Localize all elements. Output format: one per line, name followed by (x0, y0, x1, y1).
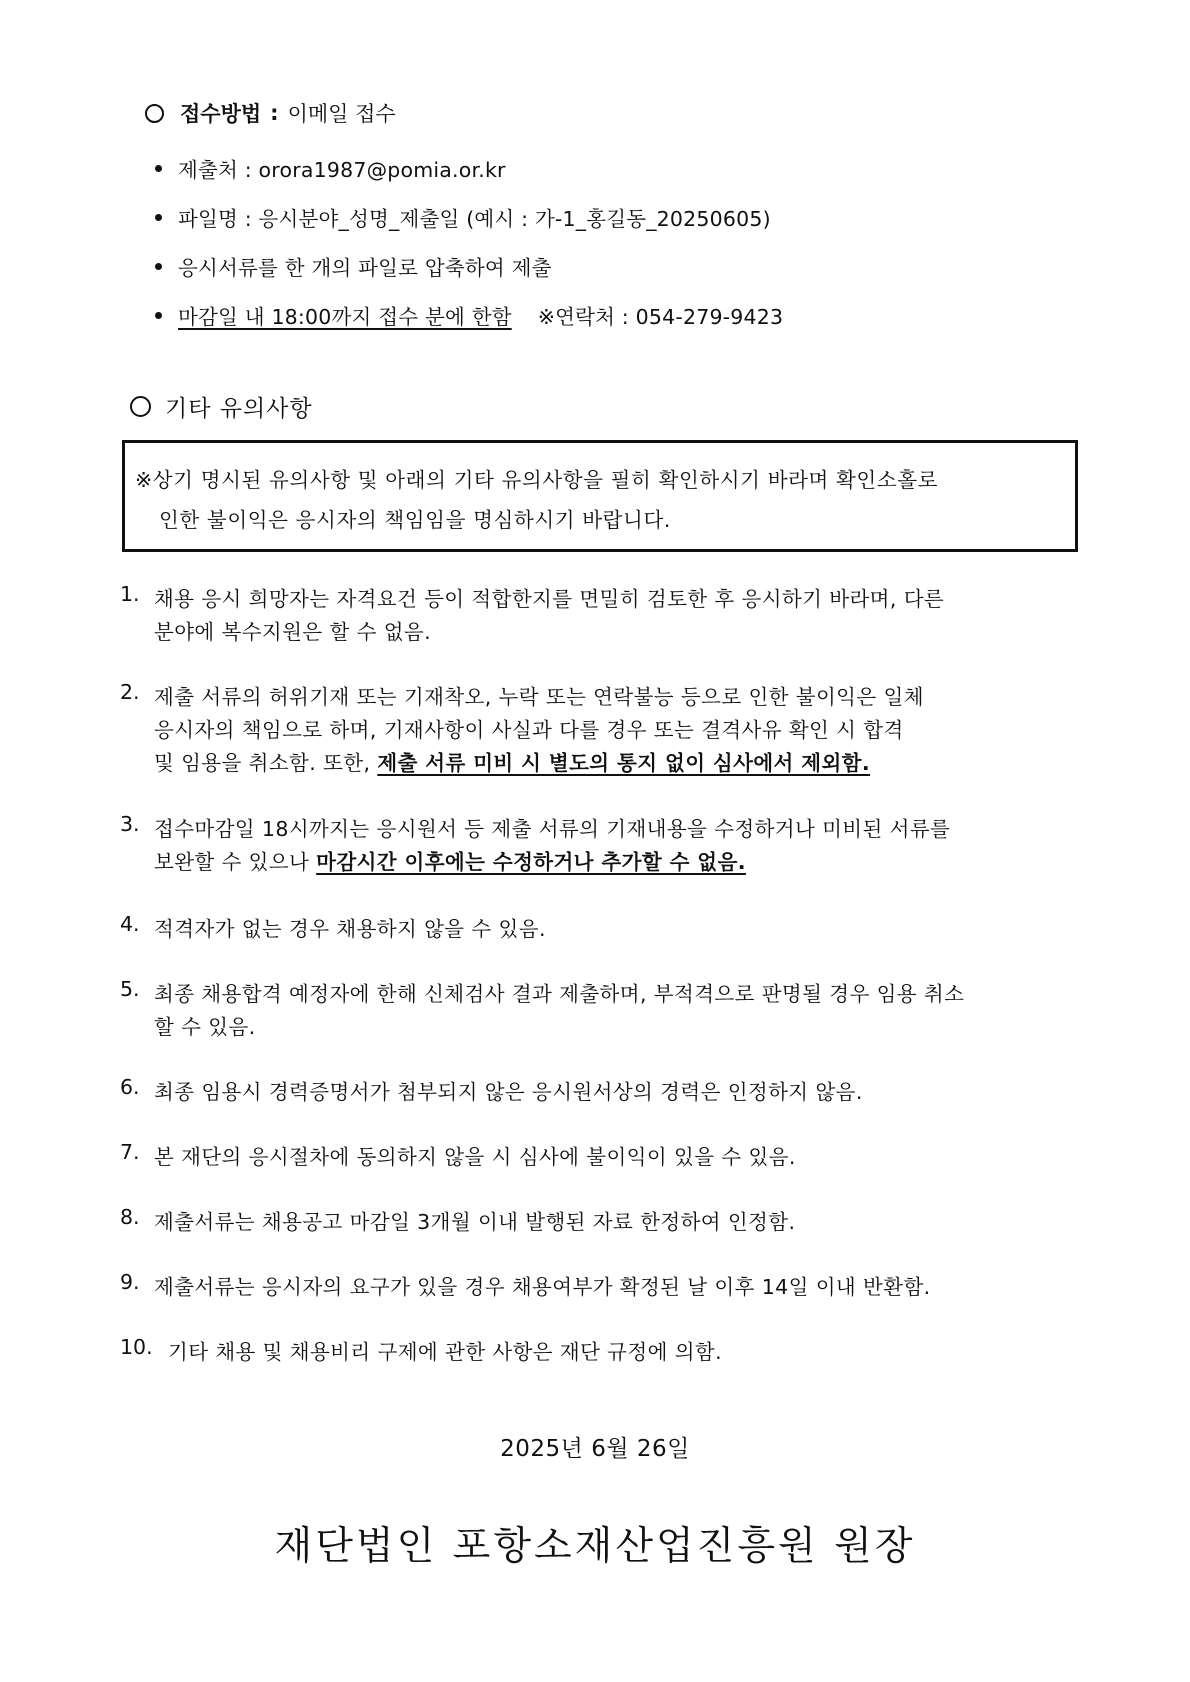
submission-heading (145, 98, 396, 128)
item-line: 접수마감일 18시까지는 응시원서 등 제출 서류의 기재내용을 수정하거나 미비된 서류를 (154, 817, 951, 841)
item-number: 4. (120, 912, 140, 936)
item-line-text: 보완할 수 있으나 (154, 850, 317, 874)
item-line: 최종 임용시 경력증명서가 첨부되지 않은 응시원서상의 경력은 인정하지 않음. (154, 1080, 863, 1104)
item-number: 6. (120, 1075, 140, 1099)
submission-heading-value: 이메일 접수 (287, 102, 396, 126)
circle-bullet-icon (130, 396, 151, 417)
item-number: 3. (120, 812, 140, 836)
issue-date: 2025년 6월 26일 (500, 1436, 690, 1462)
submission-item-deadline (155, 300, 783, 330)
emphasis-text: 마감시간 이후에는 수정하거나 추가할 수 없음. (316, 850, 746, 874)
submission-item-text: 응시서류를 한 개의 파일로 압축하여 제출 (178, 256, 552, 280)
bullet-icon (155, 165, 162, 172)
item-line (154, 845, 746, 875)
issuer-signature: 재단법인 포항소재산업진흥원 원장 (274, 1524, 916, 1569)
item-number: 1. (120, 582, 140, 606)
item-line: 제출서류는 채용공고 마감일 3개월 이내 발행된 자료 한정하여 인정함. (154, 1210, 796, 1234)
submission-item-filename (155, 202, 771, 232)
submission-item-text: 제출처 : orora1987@pomia.or.kr (178, 158, 506, 182)
item-line: 기타 채용 및 채용비리 구제에 관한 사항은 재단 규정에 의함. (168, 1340, 723, 1364)
notes-heading (130, 390, 313, 423)
notice-box (122, 440, 1078, 552)
bullet-icon (155, 214, 162, 221)
item-number: 2. (120, 680, 140, 704)
circle-bullet-icon (145, 104, 164, 123)
submission-item-compress (155, 251, 552, 281)
bullet-icon (155, 312, 162, 319)
deadline-text: 마감일 내 18:00까지 접수 분에 한함 (178, 305, 512, 329)
item-number: 8. (120, 1205, 140, 1229)
item-line: 본 재단의 응시절차에 동의하지 않을 시 심사에 불이익이 있을 수 있음. (154, 1145, 796, 1169)
item-line: 할 수 있음. (154, 1015, 256, 1039)
item-line: 제출 서류의 허위기재 또는 기재착오, 누락 또는 연락불능 등으로 인한 불이익은 일체 (154, 685, 924, 709)
submission-heading-label: 접수방법 (180, 102, 262, 126)
item-line: 적격자가 없는 경우 채용하지 않을 수 있음. (154, 917, 546, 941)
bullet-icon (155, 263, 162, 270)
item-line (154, 746, 870, 776)
notice-line-2: 인한 불이익은 응시자의 책임임을 명심하시기 바랍니다. (159, 508, 671, 532)
notice-line-1: ※상기 명시된 유의사항 및 아래의 기타 유의사항을 필히 확인하시기 바라며 확인소홀로 (135, 468, 939, 492)
item-number: 9. (120, 1270, 140, 1294)
item-line: 채용 응시 희망자는 자격요건 등이 적합한지를 면밀히 검토한 후 응시하기 바라며, 다른 (154, 587, 945, 611)
item-number: 5. (120, 977, 140, 1001)
item-line: 응시자의 책임으로 하며, 기재사항이 사실과 다를 경우 또는 결격사유 확인 시 합격 (154, 718, 904, 742)
item-line: 분야에 복수지원은 할 수 없음. (154, 620, 432, 644)
notes-heading-text: 기타 유의사항 (165, 396, 313, 422)
submission-heading-separator: : (270, 101, 279, 125)
contact-text: ※연락처 : 054-279-9423 (537, 305, 784, 329)
submission-item-text: 파일명 : 응시분야_성명_제출일 (예시 : 가-1_홍길동_20250605) (178, 207, 771, 231)
item-line: 최종 채용합격 예정자에 한해 신체검사 결과 제출하며, 부적격으로 판명될 경우 임용 취소 (154, 982, 965, 1006)
item-number: 10. (120, 1335, 153, 1359)
emphasis-text: 제출 서류 미비 시 별도의 통지 없이 심사에서 제외함. (377, 751, 871, 775)
submission-item-address (155, 153, 506, 183)
item-line-text: 및 임용을 취소함. 또한, (154, 751, 378, 775)
item-number: 7. (120, 1140, 140, 1164)
item-line: 제출서류는 응시자의 요구가 있을 경우 채용여부가 확정된 날 이후 14일 이내 반환함. (154, 1275, 931, 1299)
